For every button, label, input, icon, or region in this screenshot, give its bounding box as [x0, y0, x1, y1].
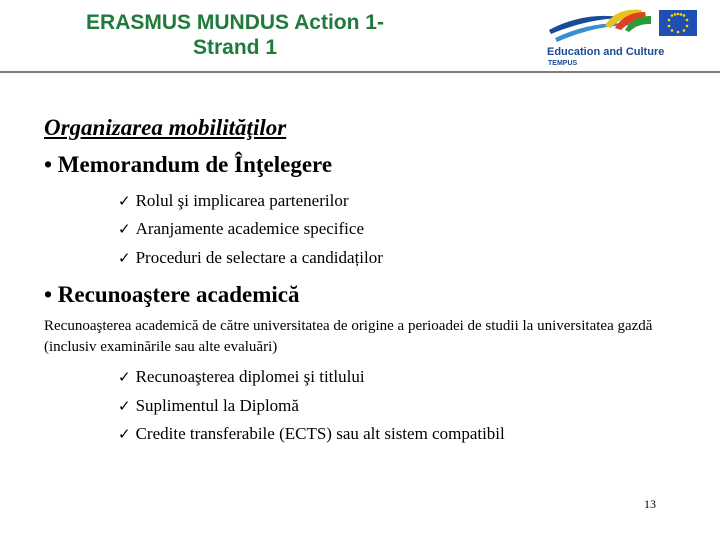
list-item-text: Suplimentul la Diplomă	[135, 396, 299, 415]
title-line-1: ERASMUS MUNDUS Action 1-	[86, 11, 384, 34]
eu-flag-icon	[659, 10, 697, 36]
list-item-text: Aranjamente academice specifice	[135, 219, 364, 238]
checkmark-icon: ✓	[118, 368, 131, 386]
bullet-recognition: • Recunoaştere academică	[44, 282, 300, 307]
section-title: Organizarea mobilităţilor	[44, 115, 287, 140]
list-item-text: Credite transferabile (ECTS) sau alt sistem compatibil	[135, 424, 505, 443]
bullet-memorandum: • Memorandum de Înţelegere	[44, 152, 333, 177]
list-item	[118, 396, 299, 416]
slide-title	[40, 10, 430, 60]
title-line-2: Strand 1	[192, 36, 278, 59]
list-item	[118, 424, 505, 444]
list-item	[118, 219, 364, 239]
checkmark-icon: ✓	[118, 249, 131, 267]
checkmark-icon: ✓	[118, 220, 131, 238]
list-item	[118, 367, 365, 387]
checkmark-icon: ✓	[118, 425, 131, 443]
swoosh-icon	[549, 10, 651, 42]
list-item-text: Rolul şi implicarea partenerilor	[135, 191, 349, 210]
list-item	[118, 248, 383, 268]
checkmark-icon: ✓	[118, 192, 131, 210]
checkmark-icon: ✓	[118, 397, 131, 415]
list-item	[118, 191, 348, 211]
list-item-text: Recunoaşterea diplomei şi titlului	[135, 367, 365, 386]
logo-subcaption: TEMPUS	[548, 60, 578, 67]
page-number: 13	[644, 497, 656, 511]
recognition-paragraph: Recunoaşterea academică de către universitatea de origine a perioadei de studii la universitatea gazdă (inclusiv examinările sau alte evaluări)	[44, 318, 653, 355]
header-divider	[0, 71, 720, 73]
list-item-text: Proceduri de selectare a candidaților	[135, 248, 383, 267]
logo-caption: Education and Culture	[547, 46, 665, 58]
